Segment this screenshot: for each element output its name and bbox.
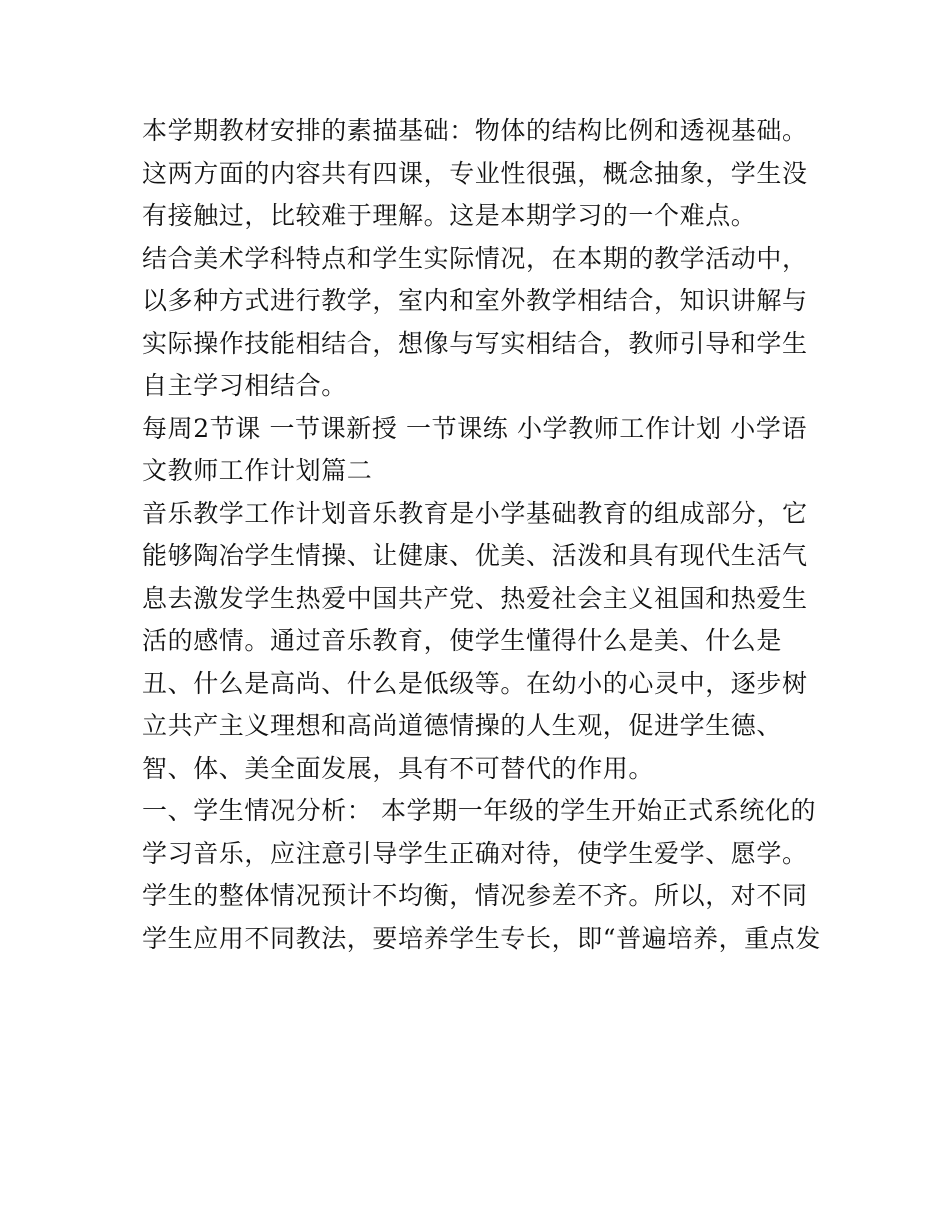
document-body — [142, 110, 822, 960]
paragraph-student-analysis: 一、学生情况分析： 本学期一年级的学生开始正式系统化的学习音乐，应注意引导学生正确对待，使学生爱学、愿学。 — [142, 796, 817, 868]
paragraph-teaching-methods: 结合美术学科特点和学生实际情况，在本期的教学活动中，以多种方式进行教学，室内和室外教学相结合，知识讲解与实际操作技能相结合，想像与写实相结合，教师引导和学生自主学习相结合。 — [142, 243, 808, 400]
paragraph-sketch-basics: 本学期教材安排的素描基础：物体的结构比例和透视基础。这两方面的内容共有四课，专业性很强，概念抽象，学生没有接触过，比较难于理解。这是本期学习的一个难点。 — [142, 116, 808, 230]
paragraph-weekly-schedule: 每周2节课 一节课新授 一节课练 小学教师工作计划 小学语文教师工作计划篇二 — [142, 413, 808, 485]
paragraph-student-situation: 学生的整体情况预计不均衡，情况参差不齐。所以，对不同学生应用不同教法，要培养学生专长，即“普遍培养，重点发 — [142, 881, 821, 953]
paragraph-music-plan: 音乐教学工作计划音乐教育是小学基础教育的组成部分，它能够陶冶学生情操、让健康、优美、活泼和具有现代生活气息去激发学生热爱中国共产党、热爱社会主义祖国和热爱生活的感情。通过音乐教育，使学生懂得什么是美、什么是丑、什么是高尚、什么是低级等。在幼小的心灵中，逐步树立共产主义理想和高尚道德情操的人生观，促进学生德、智、体、美全面发展，具有不可替代的作用。 — [142, 498, 808, 783]
